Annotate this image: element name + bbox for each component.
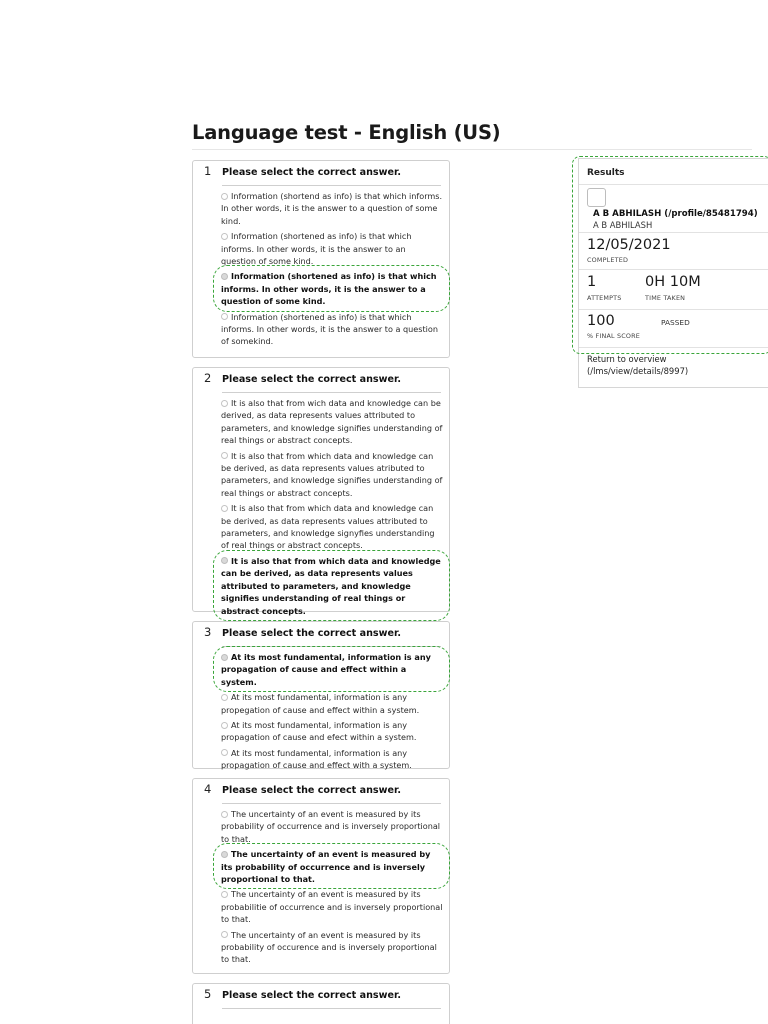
question-divider xyxy=(222,1008,441,1009)
question-card-5 xyxy=(192,983,450,1024)
answer-text: The uncertainty of an event is measured by its probabilitie of occurrence and is inversely proportional to that. xyxy=(221,889,443,925)
question-divider xyxy=(222,803,441,804)
radio-button[interactable] xyxy=(221,505,228,512)
results-divider xyxy=(579,232,768,233)
answer-text: Information (shortened as info) is that which informs. In other words, it is the answer to an question of some kind. xyxy=(221,231,412,267)
question-prompt: Please select the correct answer. xyxy=(222,990,401,1001)
radio-button[interactable] xyxy=(221,722,228,729)
answer-option[interactable] xyxy=(221,190,443,227)
answer-option[interactable] xyxy=(221,450,443,500)
answer-option[interactable] xyxy=(221,929,443,966)
page-title: Language test - English (US) xyxy=(192,121,501,144)
title-divider xyxy=(192,149,752,150)
radio-button-checked[interactable] xyxy=(221,557,228,564)
avatar xyxy=(587,188,606,207)
answer-text: It is also that from which data and knowledge can be derived, as data represents values attributed to parameters, and knowledge signifies understanding of real things or abstract concepts. xyxy=(221,555,441,616)
question-number: 4 xyxy=(204,782,212,796)
answer-list xyxy=(221,397,443,620)
results-divider xyxy=(579,269,768,270)
answer-text: It is also that from which data and knowledge can be derived, as data represents values attributed to parameters, and knowledge signyfies understanding of real things or abstract concepts. xyxy=(221,503,435,551)
results-heading: Results xyxy=(587,168,625,178)
radio-button[interactable] xyxy=(221,811,228,818)
answer-text: Information (shortend as info) is that which informs. In other words, it is the answer to a question of some kind. xyxy=(221,191,443,226)
attempts-label: ATTEMPTS xyxy=(587,294,622,302)
answer-option[interactable] xyxy=(221,691,443,716)
question-number: 3 xyxy=(204,625,212,639)
answer-option[interactable] xyxy=(221,719,443,744)
return-to-overview-link[interactable]: Return to overview (/lms/view/details/8997) xyxy=(587,354,689,376)
answer-option-selected[interactable] xyxy=(221,555,443,617)
question-number: 2 xyxy=(204,371,212,385)
question-card-4 xyxy=(192,778,450,974)
question-prompt: Please select the correct answer. xyxy=(222,374,401,385)
answer-option[interactable] xyxy=(221,311,443,348)
answer-text: Information (shortened as info) is that which informs. In other words, it is the answer to a question of some kind. xyxy=(221,271,437,307)
question-card-3 xyxy=(192,621,450,769)
answer-text: Information (shortened as info) is that which informs. In other words, it is the answer to a question of somekind. xyxy=(221,311,438,347)
radio-button[interactable] xyxy=(221,400,228,407)
answer-option[interactable] xyxy=(221,397,443,447)
user-profile-link[interactable]: A B ABHILASH (/profile/85481794) xyxy=(593,209,758,219)
answer-text: At its most fundamental, information is any propagation of cause and effect within a system. xyxy=(221,652,431,687)
answer-list xyxy=(221,190,443,351)
answer-text: At its most fundamental, information is any propagation of cause and efect within a system. xyxy=(221,720,417,743)
answer-option[interactable] xyxy=(221,502,443,552)
final-score-value: 100 xyxy=(587,313,615,329)
status-badge: PASSED xyxy=(661,318,690,327)
results-divider xyxy=(579,347,768,348)
radio-button[interactable] xyxy=(221,233,228,240)
time-taken-label: TIME TAKEN xyxy=(645,294,686,302)
user-name: A B ABHILASH xyxy=(593,220,653,230)
question-number: 5 xyxy=(204,987,212,1001)
radio-button-checked[interactable] xyxy=(221,851,228,858)
radio-button[interactable] xyxy=(221,452,228,459)
results-panel xyxy=(578,158,768,388)
answer-option-selected[interactable] xyxy=(221,651,443,688)
answer-text: The uncertainty of an event is measured by its probability of occurence and is inversely proportional to that. xyxy=(221,929,437,965)
attempts-value: 1 xyxy=(587,274,597,290)
question-prompt: Please select the correct answer. xyxy=(222,628,401,639)
question-divider xyxy=(222,392,441,393)
question-number: 1 xyxy=(204,164,212,178)
question-divider xyxy=(222,185,441,186)
answer-text: The uncertainty of an event is measured by its probability of occurrence and is inversely proportional to that. xyxy=(221,849,431,885)
question-card-2 xyxy=(192,367,450,616)
answer-text: It is also that from which data and knowledge can be derived, as data represents values atributed to parameters, and knowledge signifies understanding of real things or abstract concepts. xyxy=(221,450,443,498)
question-prompt: Please select the correct answer. xyxy=(222,167,401,178)
answer-text: The uncertainty of an event is measured by its probability of occurrence and is inversely proportional to that. xyxy=(221,809,441,844)
answer-text: At its most fundamental, information is any propegation of cause and effect within a system. xyxy=(221,692,420,715)
answer-option-selected[interactable] xyxy=(221,848,443,885)
radio-button[interactable] xyxy=(221,193,228,200)
question-divider xyxy=(222,646,441,647)
radio-button[interactable] xyxy=(221,749,228,756)
results-divider xyxy=(579,184,768,185)
radio-button[interactable] xyxy=(221,694,228,701)
answer-option[interactable] xyxy=(221,888,443,925)
answer-option[interactable] xyxy=(221,808,443,845)
completed-label: COMPLETED xyxy=(587,256,629,264)
radio-button[interactable] xyxy=(221,313,228,320)
answer-option[interactable] xyxy=(221,230,443,267)
question-card-1 xyxy=(192,160,450,358)
radio-button[interactable] xyxy=(221,931,228,938)
final-score-label: % FINAL SCORE xyxy=(587,332,641,340)
answer-list xyxy=(221,651,443,775)
time-taken-value: 0H 10M xyxy=(645,274,701,290)
radio-button[interactable] xyxy=(221,891,228,898)
answer-option-selected[interactable] xyxy=(221,270,443,307)
answer-option[interactable] xyxy=(221,747,443,772)
answer-text: At its most fundamental, information is any propagation of cause and effect with a system. xyxy=(221,747,412,771)
question-prompt: Please select the correct answer. xyxy=(222,785,401,796)
radio-button-checked[interactable] xyxy=(221,273,228,280)
answer-text: It is also that from wich data and knowledge can be derived, as data represents values attributed to parameters, and knowledge signifies understanding of real things or abstract concepts. xyxy=(221,398,443,446)
results-divider xyxy=(579,309,768,310)
radio-button-checked[interactable] xyxy=(221,654,228,661)
answer-list xyxy=(221,808,443,969)
completed-date: 12/05/2021 xyxy=(587,237,671,253)
